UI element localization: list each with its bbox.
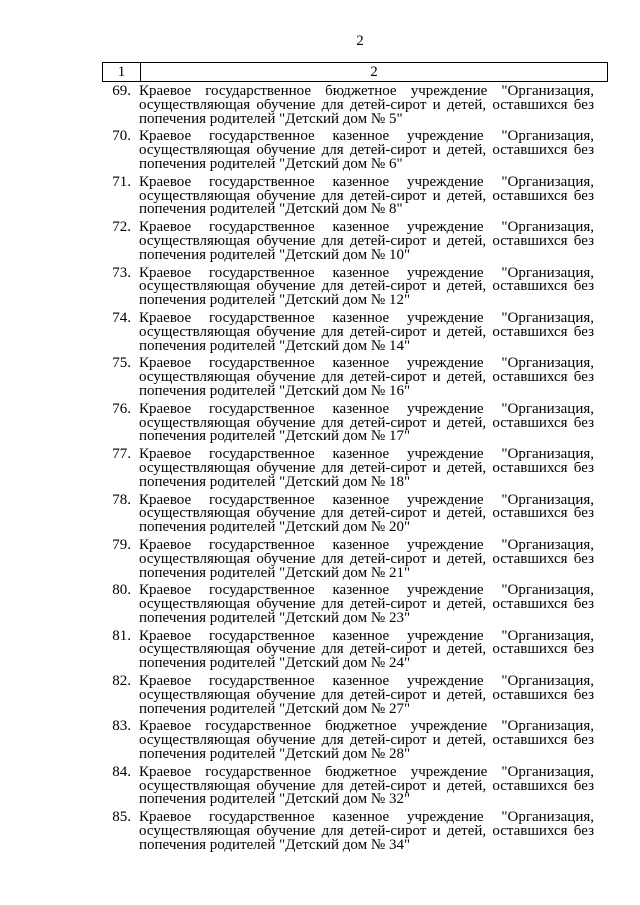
entry-text-line2: осуществляющая обучение для детей-сирот и детей, оставшихся без <box>139 416 594 431</box>
entry-text-line2: осуществляющая обучение для детей-сирот и детей, оставшихся без <box>139 98 594 113</box>
entry-text <box>139 766 594 811</box>
entry-text-line3: попечения родителей "Детский дом № 14" <box>139 337 411 354</box>
entry-text-line1: Краевое государственное казенное учреждение "Организация, <box>139 675 594 689</box>
entry-text-line3: попечения родителей "Детский дом № 17" <box>139 428 411 445</box>
entry-text-line2: осуществляющая обучение для детей-сирот и детей, оставшихся без <box>139 688 594 703</box>
entry-text <box>139 357 594 402</box>
entry-text-line1: Краевое государственное казенное учреждение "Организация, <box>139 629 594 644</box>
entry-text-line2: осуществляющая обучение для детей-сирот и детей, оставшихся без <box>139 552 594 567</box>
entry-text <box>139 539 594 584</box>
entry-text-line2: осуществляющая обучение для детей-сирот и детей, оставшихся без <box>139 598 594 612</box>
entry-number: 79. <box>112 536 131 553</box>
entry-text-line2: осуществляющая обучение для детей-сирот и детей, оставшихся без <box>139 507 594 522</box>
entry-text-line3: попечения родителей "Детский дом № 10" <box>139 246 411 263</box>
list-item <box>102 448 608 493</box>
entry-number: 81. <box>112 627 131 644</box>
entry-text-line1: Краевое государственное казенное учреждение "Организация, <box>139 538 594 553</box>
entry-text-line3: попечения родителей "Детский дом № 6" <box>139 155 403 172</box>
entry-number: 75. <box>112 355 131 372</box>
entry-text-line3: попечения родителей "Детский дом № 8" <box>139 201 403 218</box>
entry-text-line3: попечения родителей "Детский дом № 27" <box>139 700 411 717</box>
list-item <box>102 309 608 357</box>
entry-text-line2: осуществляющая обучение для детей-сирот и детей, оставшихся без <box>139 325 594 340</box>
list-item <box>102 264 608 312</box>
list-item <box>102 536 608 584</box>
entry-text-line2: осуществляющая обучение для детей-сирот и детей, оставшихся без <box>139 144 594 158</box>
entry-text <box>139 720 594 765</box>
entry-text-line2: осуществляющая обучение для детей-сирот и детей, оставшихся без <box>139 779 594 794</box>
entry-text-line2: осуществляющая обучение для детей-сирот и детей, оставшихся без <box>139 371 594 385</box>
entry-text-line3: попечения родителей "Детский дом № 5" <box>139 110 403 127</box>
entry-number: 84. <box>112 763 131 780</box>
entry-number: 77. <box>112 446 131 463</box>
entry-number: 72. <box>112 219 131 236</box>
entry-text-line1: Краевое государственное бюджетное учреждение "Организация, <box>139 765 594 780</box>
entry-text <box>139 85 594 130</box>
entry-text-line1: Краевое государственное бюджетное учреждение "Организация, <box>139 720 594 735</box>
list-item <box>102 675 608 720</box>
table-header-col-2: 2 <box>370 64 378 80</box>
entry-text <box>139 221 594 266</box>
entry-text-line3: попечения родителей "Детский дом № 34" <box>139 836 411 853</box>
entry-text-line3: попечения родителей "Детский дом № 18" <box>139 473 411 490</box>
entry-number: 82. <box>112 673 131 690</box>
entry-text-line1: Краевое государственное казенное учреждение "Организация, <box>139 448 594 462</box>
entry-text <box>139 811 594 856</box>
entry-text <box>139 267 594 312</box>
list-item <box>102 627 608 675</box>
list-item <box>102 130 608 175</box>
entry-text <box>139 448 594 493</box>
entry-text-line3: попечения родителей "Детский дом № 32" <box>139 791 411 808</box>
entry-text-line1: Краевое государственное казенное учреждение "Организация, <box>139 357 594 372</box>
entry-text-line1: Краевое государственное казенное учреждение "Организация, <box>139 130 594 145</box>
entry-text-line3: попечения родителей "Детский дом № 21" <box>139 564 411 581</box>
entry-text <box>139 584 594 629</box>
entry-text-line3: попечения родителей "Детский дом № 16" <box>139 382 411 399</box>
entry-number: 69. <box>112 83 131 99</box>
entry-text-line1: Краевое государственное казенное учреждение "Организация, <box>139 811 594 826</box>
entry-text-line2: осуществляющая обучение для детей-сирот и детей, оставшихся без <box>139 461 594 476</box>
table-header <box>102 62 608 82</box>
list-item <box>102 720 608 765</box>
entry-text-line1: Краевое государственное казенное учреждение "Организация, <box>139 221 594 235</box>
entry-text <box>139 630 594 675</box>
entry-text <box>139 494 594 539</box>
entry-text-line2: осуществляющая обучение для детей-сирот и детей, оставшихся без <box>139 234 594 249</box>
list-item <box>102 173 608 221</box>
entry-text-line3: попечения родителей "Детский дом № 20" <box>139 519 411 536</box>
entry-text-line2: осуществляющая обучение для детей-сирот и детей, оставшихся без <box>139 280 594 295</box>
entry-text-line1: Краевое государственное бюджетное учреждение "Организация, <box>139 85 594 99</box>
entry-text-line1: Краевое государственное казенное учреждение "Организация, <box>139 493 594 508</box>
entry-text-line2: осуществляющая обучение для детей-сирот и детей, оставшихся без <box>139 643 594 658</box>
entry-number: 71. <box>112 173 131 190</box>
list-item <box>102 763 608 811</box>
entry-text <box>139 130 594 175</box>
entry-text <box>139 403 594 448</box>
institution-list <box>102 85 608 857</box>
page-number: 2 <box>356 33 364 49</box>
entry-text-line3: попечения родителей "Детский дом № 28" <box>139 746 411 763</box>
entry-text-line3: попечения родителей "Детский дом № 12" <box>139 292 411 309</box>
list-item <box>102 85 608 130</box>
entry-number: 85. <box>112 809 131 826</box>
entry-text-line1: Краевое государственное казенное учреждение "Организация, <box>139 266 594 281</box>
entry-text <box>139 675 594 720</box>
entry-text <box>139 176 594 221</box>
entry-number: 76. <box>112 400 131 417</box>
table-header-col-1: 1 <box>103 63 141 81</box>
entry-number: 78. <box>112 491 131 508</box>
entry-text-line3: попечения родителей "Детский дом № 24" <box>139 655 411 672</box>
entry-number: 83. <box>112 718 131 735</box>
entry-number: 80. <box>112 582 131 599</box>
entry-text-line3: попечения родителей "Детский дом № 23" <box>139 609 411 626</box>
entry-text-line1: Краевое государственное казенное учреждение "Организация, <box>139 311 594 326</box>
entry-text-line2: осуществляющая обучение для детей-сирот и детей, оставшихся без <box>139 189 594 204</box>
entry-text <box>139 312 594 357</box>
entry-text-line2: осуществляющая обучение для детей-сирот и детей, оставшихся без <box>139 734 594 749</box>
list-item <box>102 221 608 266</box>
entry-text-line2: осуществляющая обучение для детей-сирот и детей, оставшихся без <box>139 825 594 839</box>
list-item <box>102 584 608 629</box>
entry-number: 70. <box>112 128 131 145</box>
entry-text-line1: Краевое государственное казенное учреждение "Организация, <box>139 175 594 190</box>
entry-text-line1: Краевое государственное казенное учреждение "Организация, <box>139 584 594 599</box>
list-item <box>102 491 608 539</box>
entry-number: 74. <box>112 309 131 326</box>
entry-text-line1: Краевое государственное казенное учреждение "Организация, <box>139 402 594 417</box>
list-item <box>102 400 608 448</box>
list-item <box>102 811 608 856</box>
list-item <box>102 357 608 402</box>
entry-number: 73. <box>112 264 131 281</box>
